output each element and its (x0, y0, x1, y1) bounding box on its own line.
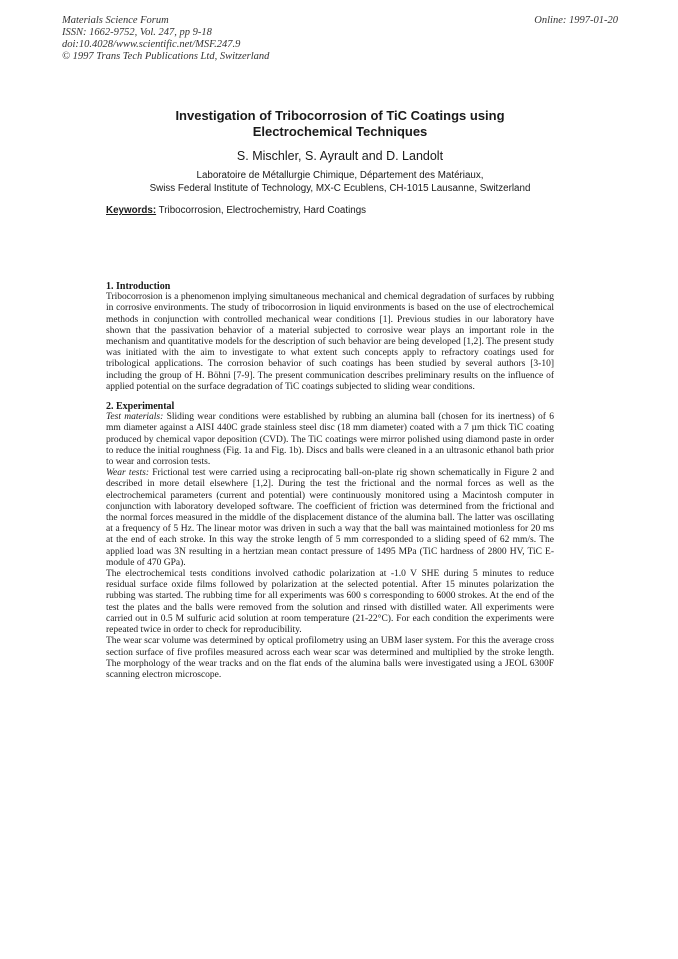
journal-name: Materials Science Forum (62, 15, 169, 26)
paper-title (62, 108, 618, 140)
section-introduction-heading: 1. Introduction (106, 281, 171, 292)
keywords (106, 205, 576, 216)
affiliation-line-1: Laboratoire de Métallurgie Chimique, Département des Matériaux, (196, 170, 484, 181)
doi-line: doi:10.4028/www.scientific.net/MSF.247.9 (62, 39, 241, 50)
electrochem-paragraph: The electrochemical tests conditions involved cathodic polarization at -1.0 V SHE during 5 minutes to reduce residual surface oxide films followed by polarization at the selected potential. After 15 minutes polarization the rubbing was started. The rubbing time for all experiments was 600 s corresponding to 6000 strokes. At the end of the test the plates and the balls were removed from the solution and rinsed with distilled water. All experiments were carried out in 0.5 M sulfuric acid solution at room temperature (21-22°C). For each condition the experiments were repeated twice in order to check for reproducibility. (106, 569, 554, 636)
materials-paragraph (106, 412, 554, 468)
introduction-paragraph: Tribocorrosion is a phenomenon implying simultaneous mechanical and chemical degradation of surfaces by rubbing in corrosive environments. The study of tribocorrosion in liquid environments is based on the use of electrochemical methods in conjunction with controlled mechanical wear conditions [1]. Previous studies in our laboratory have shown that the passivation behavior of a material subjected to corrosive wear plays an important role in the mechanism and quantitative models for the description of such behavior are being developed [1,2]. The present study was initiated with the aim to investigate to what extent such concepts apply to refractory coatings used for tribological applications. The corrosion behavior of such coatings has been studied by several authors [3-10] including the group of H. Böhni [7-9]. The present communication describes preliminary results on the influence of applied potential on the surface degradation of TiC coatings subjected to sliding wear conditions. (106, 292, 554, 392)
keywords-label: Keywords: (106, 205, 157, 216)
affiliation (62, 169, 618, 195)
title-line-1: Investigation of Tribocorrosion of TiC Coatings using (175, 108, 505, 123)
wear-tests-label: Wear tests: (106, 468, 149, 479)
title-line-2: Electrochemical Techniques (252, 124, 428, 139)
title-block (62, 108, 618, 195)
online-date: Online: 1997-01-20 (534, 15, 618, 26)
wear-volume-paragraph: The wear scar volume was determined by optical profilometry using an UBM laser system. For this the average cross section surface of five profiles measured across each wear scar was determined and multiplied by the stroke length. The morphology of the wear tracks and on the flat ends of the alumina balls were investigated using a JEOL 6300F scanning electron microscope. (106, 636, 554, 680)
keywords-text: Tribocorrosion, Electrochemistry, Hard Coatings (158, 205, 367, 216)
paper-body (106, 281, 554, 681)
author-list: S. Mischler, S. Ayrault and D. Landolt (236, 149, 444, 163)
wear-tests-paragraph (106, 468, 554, 569)
wear-tests-text: Frictional test were carried using a reciprocating ball-on-plate rig shown schematically in Figure 2 and described in more detail elsewhere [1,2]. During the test the frictional and the normal forces as well as the electrochemical parameters (current and potential) were continuously monitored using a Macintosh computer in conjunction with laboratory developed software. The coefficient of friction was determined from the frictional and the normal forces measured in the middle of the displacement distance of the alumina ball. The latter was oscillating at a frequency of 5 Hz. The linear motor was driven in such a way that the ball was maintained motionless for 20 ms at the end of each stroke. In this way the stroke length of 5 mm corresponded to a sliding speed of 62 mm/s. The applied load was 3N resulting in a hertzian mean contact pressure of 1495 MPa (TiC hardness of 2800 HV, TiC E-module of 470 GPa). (106, 468, 554, 568)
materials-label: Test materials: (106, 412, 164, 423)
journal-header (62, 15, 618, 63)
copyright-line: © 1997 Trans Tech Publications Ltd, Switzerland (62, 51, 270, 62)
affiliation-line-2: Swiss Federal Institute of Technology, MX-C Ecublens, CH-1015 Lausanne, Switzerland (149, 183, 531, 194)
materials-text: Sliding wear conditions were established by rubbing an alumina ball (chosen for its inertness) of 6 mm diameter against a AISI 440C grade stainless steel disc (18 mm diameter) coated with a 7 µm thick TiC coating produced by chemical vapor deposition (CVD). The TiC coatings were mirror polished using diamond paste in order to reduce the initial roughness (Fig. 1a and Fig. 1b). Discs and balls were cleaned in a an ultrasonic ethanol bath prior to wear and corrosion tests. (106, 412, 554, 468)
section-experimental-heading: 2. Experimental (106, 401, 175, 413)
issn-line: ISSN: 1662-9752, Vol. 247, pp 9-18 (62, 27, 212, 38)
